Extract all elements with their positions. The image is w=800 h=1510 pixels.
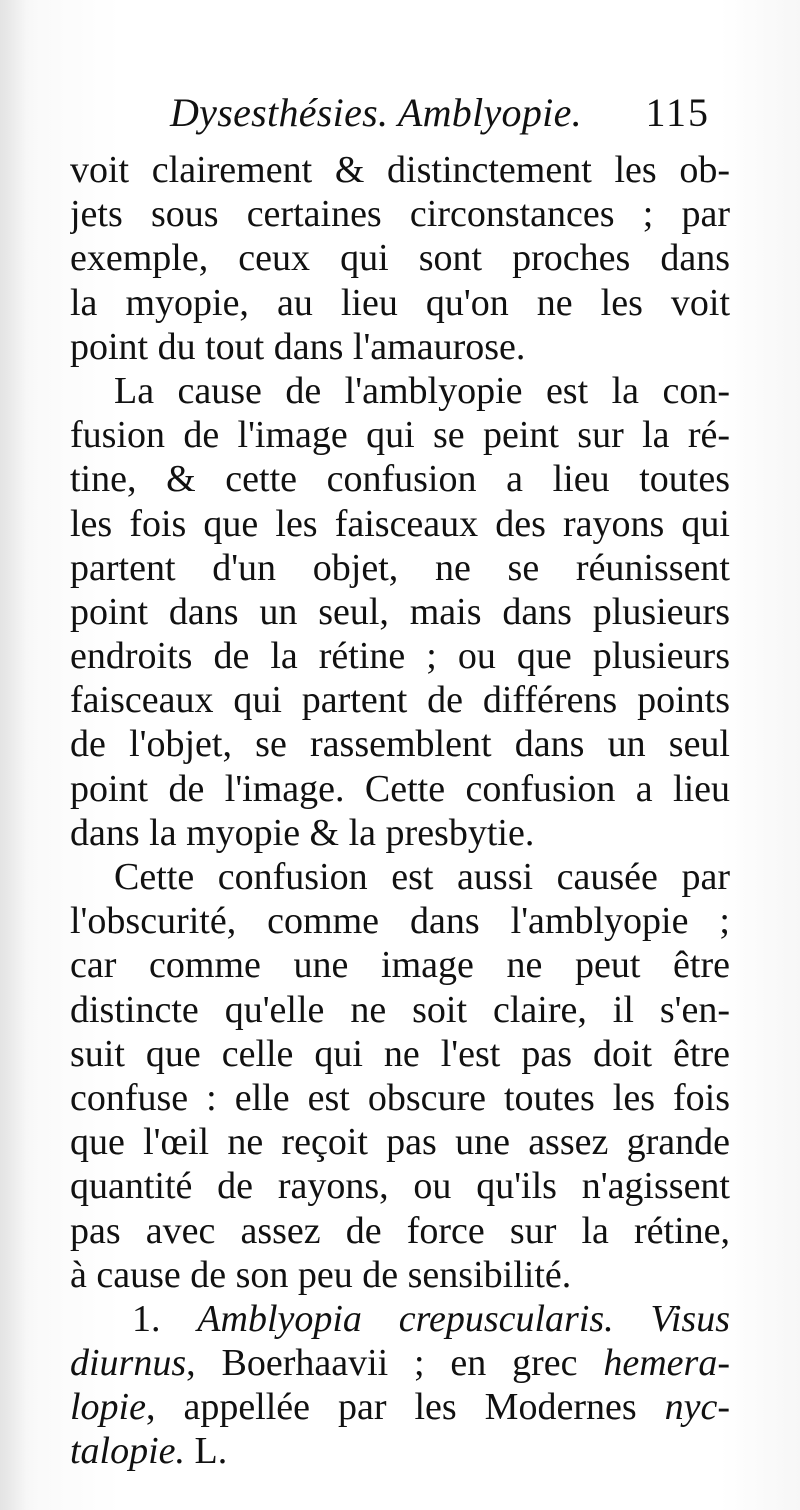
- page-number: 115: [645, 90, 710, 135]
- italic-term: diurnus: [70, 1342, 187, 1385]
- text-line: [70, 1429, 730, 1473]
- text-line: confuse : elle est obscure toutes les fois: [70, 1076, 730, 1119]
- text-line: fusion de l'image qui se peint sur la ré-: [70, 414, 730, 457]
- italic-term: Amblyopia crepuscularis. Visus: [197, 1297, 730, 1340]
- body-text: [70, 148, 730, 1474]
- text-line: partent d'un objet, ne se réunissent: [70, 546, 730, 589]
- text-line: [70, 1341, 730, 1385]
- text-line: La cause de l'amblyopie est la con-: [114, 369, 730, 412]
- text-line: quantité de rayons, ou qu'ils n'agissent: [70, 1165, 730, 1208]
- italic-term: talopie.: [70, 1430, 186, 1473]
- text-line: tine, & cette confusion a lieu toutes: [70, 458, 730, 501]
- text-run: , Boerhaavii ; en grec: [186, 1342, 578, 1385]
- text-run: L.: [194, 1430, 228, 1473]
- text-line: point dans un seul, mais dans plusieurs: [70, 590, 730, 633]
- text-line: exemple, ceux qui sont proches dans: [70, 237, 730, 280]
- text-line: dans la myopie & la presbytie.: [70, 811, 535, 854]
- italic-term: lopie: [70, 1386, 146, 1429]
- text-line: voit clairement & distinctement les ob-: [70, 149, 730, 191]
- text-line: que l'œil ne reçoit pas une assez grande: [70, 1121, 730, 1164]
- text-line: la myopie, au lieu qu'on ne les voit: [70, 281, 730, 324]
- item-number: 1.: [132, 1297, 161, 1340]
- running-head: Dysesthésies. Amblyopie.: [170, 90, 582, 135]
- italic-term: hemera-: [603, 1342, 730, 1385]
- page-header: [170, 88, 710, 138]
- text-run: , appellée par les Modernes: [145, 1386, 637, 1429]
- text-line: les fois que les faisceaux des rayons qui: [70, 502, 730, 545]
- text-line: point du tout dans l'amaurose.: [70, 325, 526, 368]
- text-line: car comme une image ne peut être: [70, 944, 730, 987]
- text-line: [70, 1385, 730, 1429]
- italic-term: nyc-: [664, 1386, 730, 1429]
- text-line: de l'objet, se rassemblent dans un seul: [70, 723, 730, 766]
- text-line: endroits de la rétine ; ou que plusieurs: [70, 635, 730, 678]
- text-line: jets sous certaines circonstances ; par: [70, 193, 730, 236]
- text-line: [70, 1297, 730, 1341]
- text-line: l'obscurité, comme dans l'amblyopie ;: [70, 900, 730, 943]
- text-line: faisceaux qui partent de différens points: [70, 679, 730, 722]
- page-edge-shadow: [0, 0, 26, 1510]
- text-line: suit que celle qui ne l'est pas doit être: [70, 1032, 730, 1075]
- text-line: Cette confusion est aussi causée par: [114, 856, 730, 898]
- text-line: point de l'image. Cette confusion a lieu: [70, 767, 730, 810]
- text-line: à cause de son peu de sensibilité.: [70, 1253, 572, 1296]
- text-line: distincte qu'elle ne soit claire, il s'en-: [70, 988, 730, 1031]
- text-line: pas avec assez de force sur la rétine,: [70, 1209, 730, 1252]
